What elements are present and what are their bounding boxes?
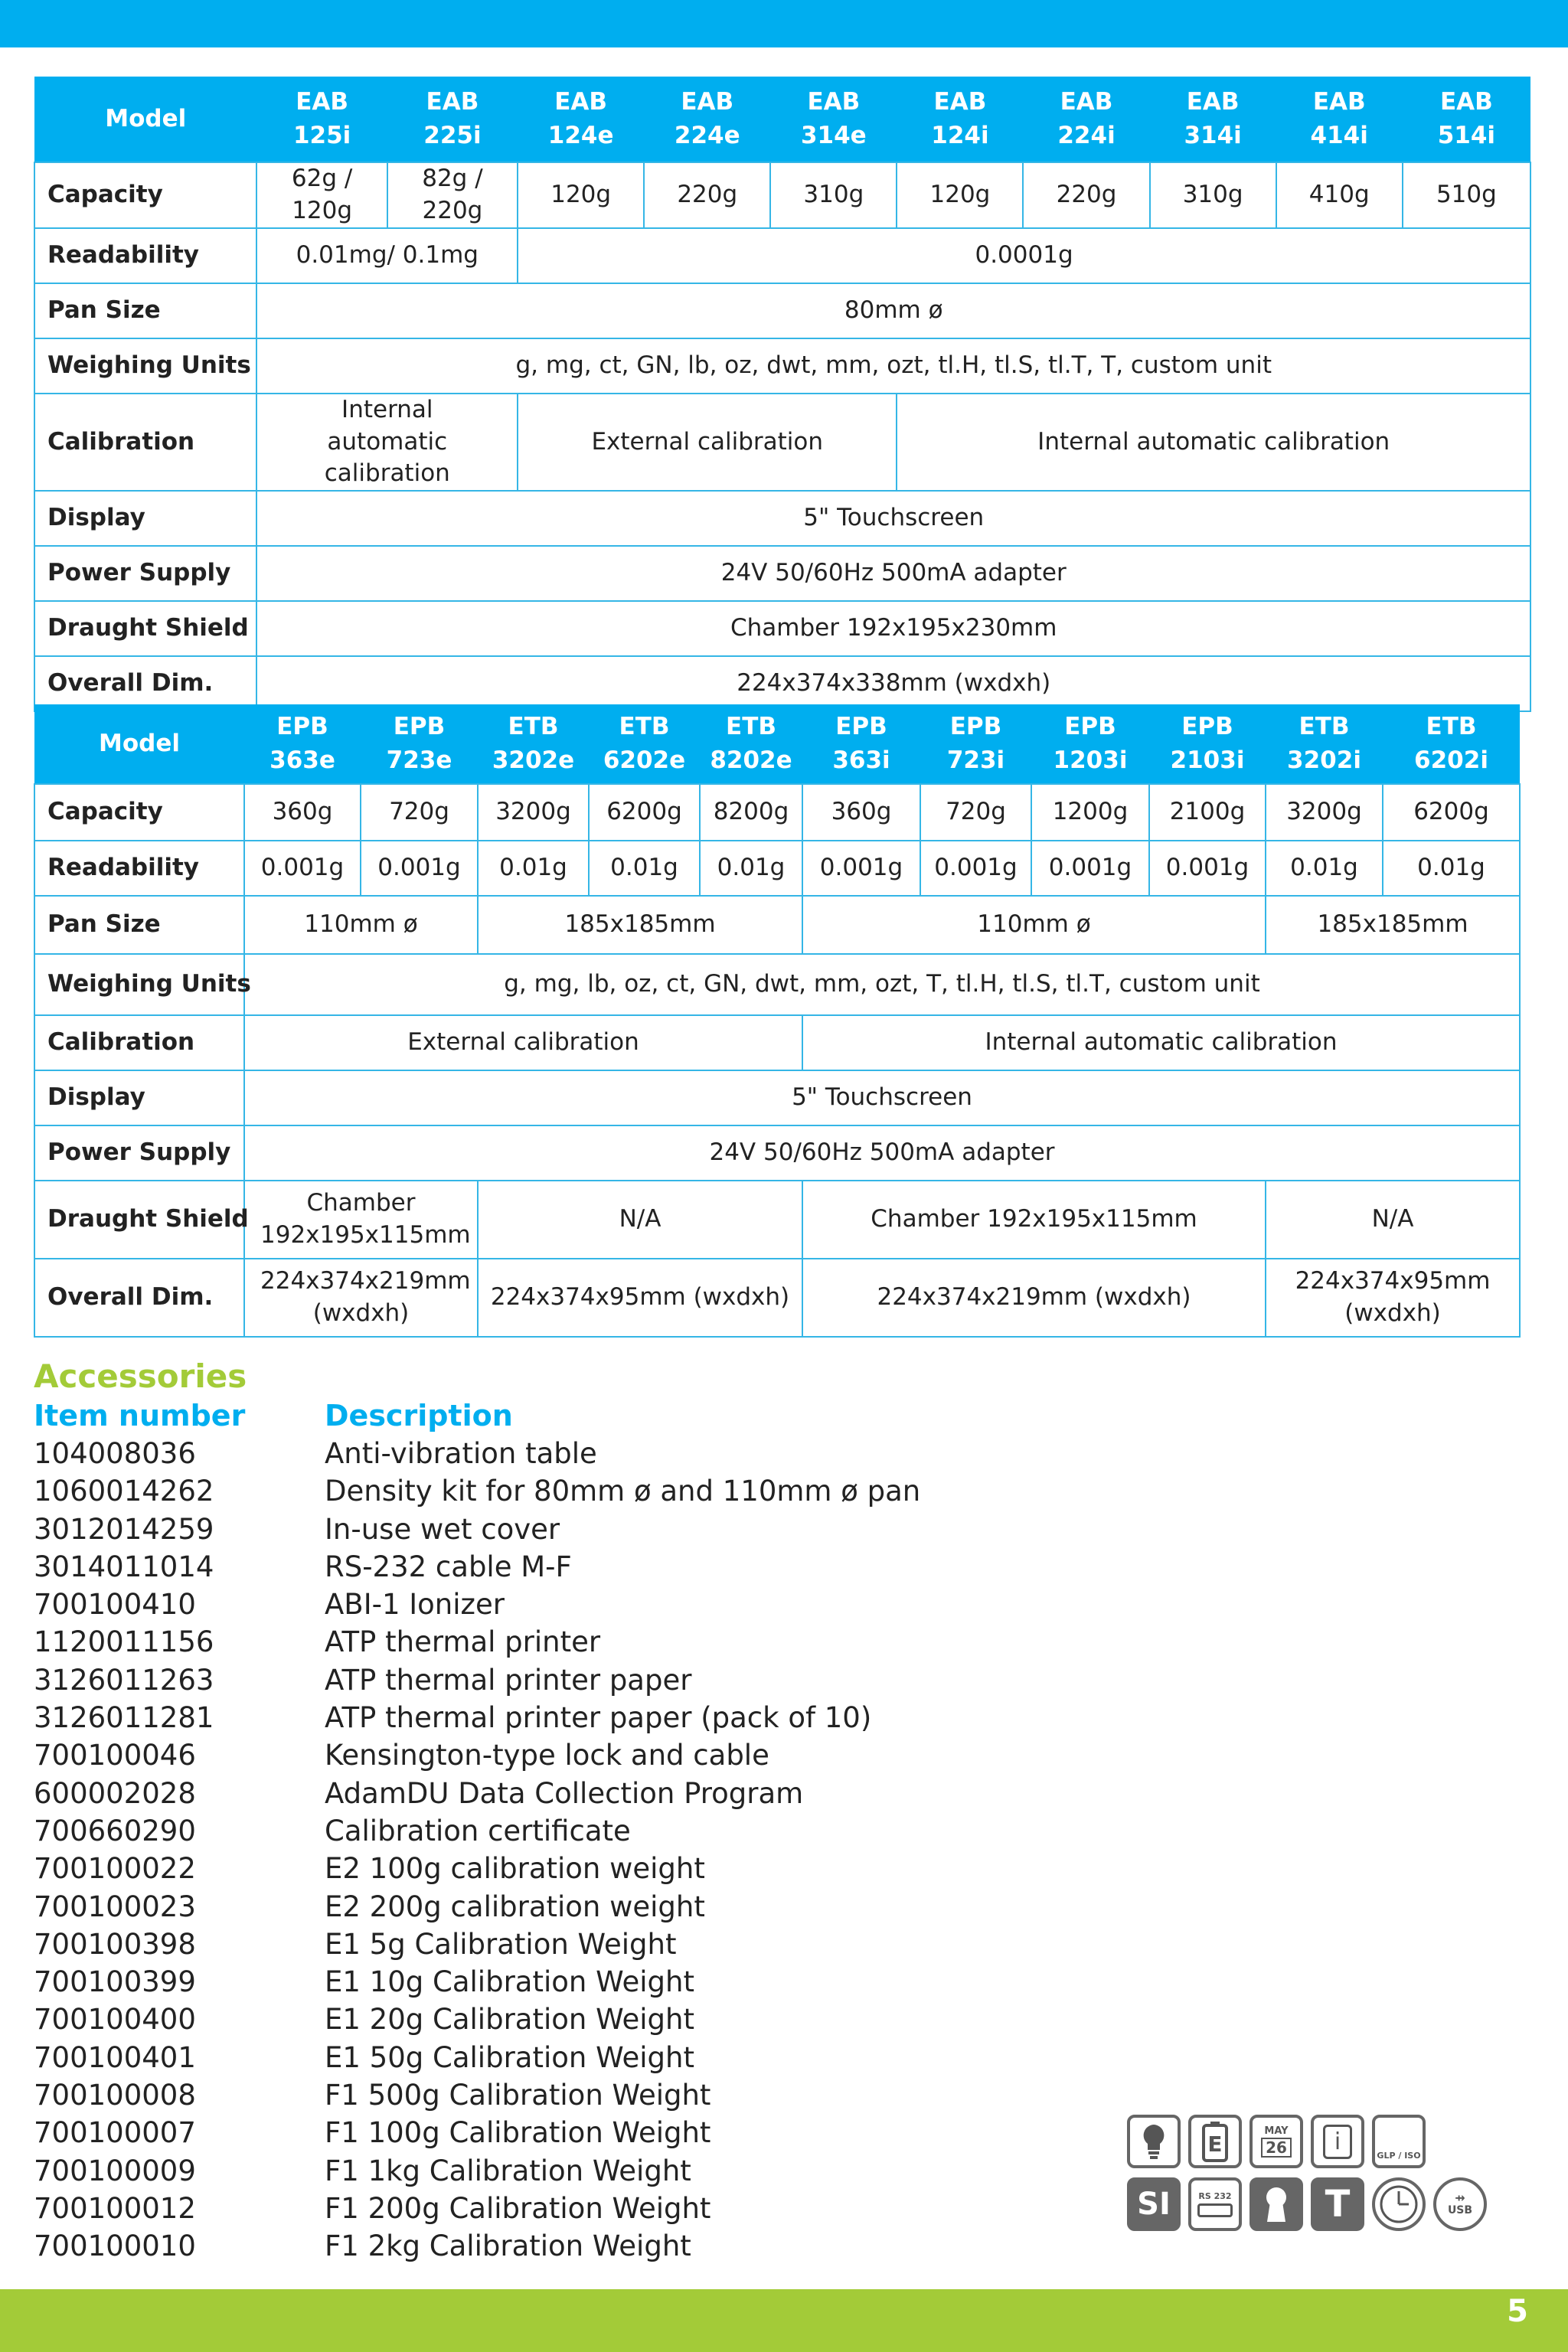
model-series: EAB bbox=[1312, 88, 1366, 116]
item-number: 700100012 bbox=[34, 2191, 196, 2225]
item-number: 3126011281 bbox=[34, 1701, 214, 1735]
model-series: ETB bbox=[1298, 713, 1350, 741]
model-number: 124e bbox=[547, 121, 614, 149]
table-cell: 0.001g bbox=[920, 841, 1031, 896]
item-description: E2 100g calibration weight bbox=[325, 1852, 705, 1886]
table-cell: 120g bbox=[897, 162, 1023, 228]
table-cell: Internal automatic calibration bbox=[802, 1015, 1520, 1070]
item-description: E1 5g Calibration Weight bbox=[325, 1927, 677, 1961]
table-cell: 0.01g bbox=[700, 841, 802, 896]
list-item bbox=[34, 1963, 920, 2001]
model-cell bbox=[1276, 77, 1403, 162]
table-cell: 24V 50/60Hz 500mA adapter bbox=[244, 1125, 1520, 1181]
model-cell bbox=[361, 704, 478, 784]
accessories-header bbox=[34, 1396, 920, 1435]
table-cell: External calibration bbox=[244, 1015, 802, 1070]
glp-text: GLP / ISO bbox=[1377, 2151, 1421, 2161]
rs232-icon bbox=[1188, 2177, 1242, 2231]
item-description: F1 2kg Calibration Weight bbox=[325, 2230, 691, 2263]
row-label: Pan Size bbox=[34, 896, 244, 954]
item-number: 1060014262 bbox=[34, 1475, 214, 1508]
table-cell: Chamber 192x195x115mm bbox=[802, 1181, 1266, 1259]
model-cell bbox=[1383, 704, 1520, 784]
table-cell: 5" Touchscreen bbox=[244, 1070, 1520, 1125]
table-cell: 110mm ø bbox=[802, 896, 1266, 954]
list-item bbox=[34, 1926, 920, 1963]
bottom-banner bbox=[0, 2289, 1568, 2352]
model-cell bbox=[1150, 77, 1276, 162]
item-number: 700100009 bbox=[34, 2154, 196, 2187]
table-cell: 120g bbox=[518, 162, 644, 228]
item-description: E1 20g Calibration Weight bbox=[325, 2003, 694, 2037]
list-item bbox=[34, 2152, 920, 2190]
table-cell: 0.01g bbox=[1383, 841, 1520, 896]
row-label: Draught Shield bbox=[34, 601, 256, 656]
table-cell: 82g / 220g bbox=[387, 162, 518, 228]
item-number: 700100010 bbox=[34, 2230, 196, 2263]
table-cell: Internal automatic calibration bbox=[897, 394, 1530, 492]
model-number: 723e bbox=[386, 746, 452, 774]
model-number: 124i bbox=[931, 121, 989, 149]
accessories-section bbox=[34, 1357, 920, 2265]
list-item bbox=[34, 1775, 920, 1812]
table-cell: 0.001g bbox=[1031, 841, 1149, 896]
row-label: Draught Shield bbox=[34, 1181, 244, 1259]
item-number: 700100410 bbox=[34, 1588, 196, 1622]
model-number: 723i bbox=[946, 746, 1005, 774]
model-header: Model bbox=[34, 704, 244, 784]
info-glyph: i bbox=[1323, 2125, 1352, 2159]
item-description: Kensington-type lock and cable bbox=[325, 1739, 769, 1772]
model-number: 3202e bbox=[492, 746, 575, 774]
item-number: 700100046 bbox=[34, 1739, 196, 1772]
table-cell: N/A bbox=[1266, 1181, 1520, 1259]
usb-symbol: ⇸ bbox=[1455, 2190, 1465, 2205]
item-number: 700100023 bbox=[34, 1890, 196, 1923]
lock-icon bbox=[1250, 2177, 1303, 2231]
model-number: 224e bbox=[674, 121, 740, 149]
table-cell: Chamber 192x195x230mm bbox=[256, 601, 1530, 656]
list-item bbox=[34, 1548, 920, 1586]
table-cell: 185x185mm bbox=[478, 896, 802, 954]
model-number: 6202i bbox=[1414, 746, 1488, 774]
table-cell: 8200g bbox=[700, 784, 802, 841]
item-description: E1 50g Calibration Weight bbox=[325, 2040, 694, 2074]
table-cell: 220g bbox=[1023, 162, 1149, 228]
table-cell: 185x185mm bbox=[1266, 896, 1520, 954]
item-description: ATP thermal printer paper bbox=[325, 1663, 692, 1697]
row-label: Calibration bbox=[34, 394, 256, 492]
model-header: Model bbox=[34, 77, 256, 162]
model-number: 414i bbox=[1310, 121, 1368, 149]
list-item bbox=[34, 1472, 920, 1510]
model-number: 125i bbox=[292, 121, 351, 149]
table-cell: Internal automatic calibration bbox=[256, 394, 518, 492]
table-cell: 0.001g bbox=[244, 841, 361, 896]
table-cell: 224x374x219mm (wxdxh) bbox=[802, 1259, 1266, 1337]
info-icon bbox=[1311, 2115, 1364, 2168]
model-cell bbox=[897, 77, 1023, 162]
row-label: Power Supply bbox=[34, 1125, 244, 1181]
item-description: F1 1kg Calibration Weight bbox=[325, 2154, 691, 2187]
table-cell: 224x374x95mm (wxdxh) bbox=[478, 1259, 802, 1337]
model-cell bbox=[920, 704, 1031, 784]
table-cell: 0.001g bbox=[802, 841, 920, 896]
table-cell: 5" Touchscreen bbox=[256, 491, 1530, 546]
table-cell: g, mg, lb, oz, ct, GN, dwt, mm, ozt, T, tl.H, tl.S, tl.T, custom unit bbox=[244, 954, 1520, 1015]
list-item bbox=[34, 2039, 920, 2076]
row-label: Display bbox=[34, 491, 256, 546]
item-number: 700660290 bbox=[34, 1814, 196, 1847]
row-label: Readability bbox=[34, 228, 256, 283]
page-number: 5 bbox=[1507, 2294, 1528, 2329]
list-item bbox=[34, 2076, 920, 2114]
model-cell bbox=[644, 77, 770, 162]
clock-icon bbox=[1372, 2177, 1426, 2231]
serial-port-shape bbox=[1197, 2203, 1233, 2217]
model-number: 363e bbox=[270, 746, 335, 774]
list-item bbox=[34, 1661, 920, 1699]
item-description: Density kit for 80mm ø and 110mm ø pan bbox=[325, 1475, 921, 1508]
row-label: Readability bbox=[34, 841, 244, 896]
table-cell: 3200g bbox=[478, 784, 589, 841]
row-label: Weighing Units bbox=[34, 954, 244, 1015]
model-number: 314e bbox=[800, 121, 867, 149]
table-cell: External calibration bbox=[518, 394, 897, 492]
table-cell: 220g bbox=[644, 162, 770, 228]
model-series: EPB bbox=[276, 713, 328, 741]
item-description: F1 100g Calibration Weight bbox=[325, 2116, 711, 2150]
item-description: ABI-1 Ionizer bbox=[325, 1588, 505, 1622]
row-label: Power Supply bbox=[34, 546, 256, 601]
row-label: Calibration bbox=[34, 1015, 244, 1070]
usb-text: USB bbox=[1447, 2204, 1473, 2216]
model-number: 6202e bbox=[603, 746, 686, 774]
model-number: 3202i bbox=[1287, 746, 1361, 774]
item-number: 700100401 bbox=[34, 2040, 196, 2074]
item-number-header: Item number bbox=[34, 1399, 246, 1432]
table-cell: 720g bbox=[920, 784, 1031, 841]
model-cell bbox=[700, 704, 802, 784]
item-number: 3012014259 bbox=[34, 1512, 214, 1546]
model-series: EAB bbox=[296, 88, 349, 116]
item-description: In-use wet cover bbox=[325, 1512, 560, 1546]
model-number: 224i bbox=[1057, 121, 1116, 149]
table-cell: 80mm ø bbox=[256, 283, 1530, 338]
table-cell: 0.0001g bbox=[518, 228, 1530, 283]
table-cell: 720g bbox=[361, 784, 478, 841]
table-cell: 224x374x95mm (wxdxh) bbox=[1266, 1259, 1520, 1337]
model-series: EAB bbox=[554, 88, 608, 116]
model-number: 514i bbox=[1437, 121, 1496, 149]
table-cell: 110mm ø bbox=[244, 896, 478, 954]
model-cell bbox=[478, 704, 589, 784]
model-cell bbox=[1266, 704, 1383, 784]
model-series: EAB bbox=[681, 88, 734, 116]
table-cell: 3200g bbox=[1266, 784, 1383, 841]
item-description: E1 10g Calibration Weight bbox=[325, 1965, 694, 1999]
table-cell: 360g bbox=[802, 784, 920, 841]
item-description: E2 200g calibration weight bbox=[325, 1890, 705, 1923]
model-series: ETB bbox=[508, 713, 559, 741]
item-number: 3014011014 bbox=[34, 1550, 214, 1583]
table-cell: 6200g bbox=[589, 784, 700, 841]
table-cell: 360g bbox=[244, 784, 361, 841]
accessories-title: Accessories bbox=[34, 1357, 247, 1395]
model-cell bbox=[802, 704, 920, 784]
calendar-day: 26 bbox=[1261, 2138, 1292, 2158]
item-description: F1 200g Calibration Weight bbox=[325, 2191, 711, 2225]
list-item bbox=[34, 2114, 920, 2151]
model-cell bbox=[244, 704, 361, 784]
row-label: Pan Size bbox=[34, 283, 256, 338]
model-series: ETB bbox=[1426, 713, 1477, 741]
table-cell: 224x374x338mm (wxdxh) bbox=[256, 656, 1530, 711]
table-cell: g, mg, ct, GN, lb, oz, dwt, mm, ozt, tl.H, tl.S, tl.T, T, custom unit bbox=[256, 338, 1530, 394]
item-description: AdamDU Data Collection Program bbox=[325, 1776, 804, 1810]
list-item bbox=[34, 1699, 920, 1736]
model-number: 2103i bbox=[1170, 746, 1245, 774]
model-cell bbox=[518, 77, 644, 162]
model-number: 314i bbox=[1184, 121, 1242, 149]
row-label: Weighing Units bbox=[34, 338, 256, 394]
table-cell: 62g / 120g bbox=[256, 162, 387, 228]
list-item bbox=[34, 2001, 920, 2038]
model-number: 363i bbox=[832, 746, 890, 774]
table-cell: 0.01g bbox=[1266, 841, 1383, 896]
table-cell: 6200g bbox=[1383, 784, 1520, 841]
si-units-icon: SI bbox=[1127, 2177, 1181, 2231]
table-cell: 0.001g bbox=[1149, 841, 1266, 896]
model-number: 225i bbox=[423, 121, 482, 149]
item-description: Calibration certificate bbox=[325, 1814, 631, 1847]
list-item bbox=[34, 1511, 920, 1548]
item-description: Anti-vibration table bbox=[325, 1437, 597, 1470]
item-description: ATP thermal printer paper (pack of 10) bbox=[325, 1701, 872, 1735]
table-cell: 0.01mg/ 0.1mg bbox=[256, 228, 518, 283]
model-series: EAB bbox=[426, 88, 479, 116]
rs232-text: RS 232 bbox=[1198, 2191, 1232, 2201]
model-series: EPB bbox=[393, 713, 446, 741]
top-banner bbox=[0, 0, 1568, 47]
list-item bbox=[34, 1435, 920, 1472]
table-cell: 0.001g bbox=[361, 841, 478, 896]
item-number: 3126011263 bbox=[34, 1663, 214, 1697]
model-cell bbox=[387, 77, 518, 162]
item-description: ATP thermal printer bbox=[325, 1625, 601, 1659]
list-item bbox=[34, 1888, 920, 1926]
table-cell: 0.01g bbox=[589, 841, 700, 896]
model-series: EAB bbox=[807, 88, 861, 116]
list-item bbox=[34, 1623, 920, 1661]
row-label: Overall Dim. bbox=[34, 1259, 244, 1337]
table-cell: 310g bbox=[770, 162, 897, 228]
table-cell: 1200g bbox=[1031, 784, 1149, 841]
item-description: RS-232 cable M-F bbox=[325, 1550, 572, 1583]
table-cell: 224x374x219mm (wxdxh) bbox=[244, 1259, 478, 1337]
svg-text:E: E bbox=[1207, 2132, 1223, 2157]
eab-spec-table bbox=[34, 77, 1531, 712]
row-label: Capacity bbox=[34, 162, 256, 228]
glp-iso-icon bbox=[1372, 2115, 1426, 2168]
model-series: EPB bbox=[835, 713, 887, 741]
model-number: 8202e bbox=[710, 746, 792, 774]
item-number: 104008036 bbox=[34, 1437, 196, 1470]
item-number: 700100022 bbox=[34, 1852, 196, 1886]
model-series: EAB bbox=[1186, 88, 1240, 116]
model-series: EPB bbox=[949, 713, 1002, 741]
row-label: Overall Dim. bbox=[34, 656, 256, 711]
table-cell: N/A bbox=[478, 1181, 802, 1259]
row-label: Display bbox=[34, 1070, 244, 1125]
model-series: EAB bbox=[1439, 88, 1493, 116]
table-cell: 310g bbox=[1150, 162, 1276, 228]
usb-icon bbox=[1433, 2177, 1487, 2231]
accessories-list bbox=[34, 1435, 920, 2265]
model-series: EPB bbox=[1181, 713, 1233, 741]
model-cell bbox=[589, 704, 700, 784]
calendar-icon bbox=[1250, 2115, 1303, 2168]
table-cell: Chamber 192x195x115mm bbox=[244, 1181, 478, 1259]
table-cell: 510g bbox=[1403, 162, 1530, 228]
list-item bbox=[34, 2227, 920, 2265]
item-description: F1 500g Calibration Weight bbox=[325, 2079, 711, 2112]
model-series: EAB bbox=[933, 88, 987, 116]
tare-icon: T bbox=[1311, 2177, 1364, 2231]
item-number: 700100398 bbox=[34, 1927, 196, 1961]
item-number: 700100008 bbox=[34, 2079, 196, 2112]
model-series: EAB bbox=[1060, 88, 1113, 116]
list-item bbox=[34, 2190, 920, 2227]
table-cell: 2100g bbox=[1149, 784, 1266, 841]
battery-icon bbox=[1188, 2115, 1242, 2168]
row-label: Capacity bbox=[34, 784, 244, 841]
table-cell: 24V 50/60Hz 500mA adapter bbox=[256, 546, 1530, 601]
model-cell bbox=[1149, 704, 1266, 784]
item-number: 1120011156 bbox=[34, 1625, 214, 1659]
item-number: 700100400 bbox=[34, 2003, 196, 2037]
calendar-month: MAY bbox=[1264, 2125, 1289, 2137]
list-item bbox=[34, 1586, 920, 1623]
item-number: 700100399 bbox=[34, 1965, 196, 1999]
list-item bbox=[34, 1850, 920, 1887]
description-header: Description bbox=[325, 1399, 513, 1432]
table-cell: 410g bbox=[1276, 162, 1403, 228]
list-item bbox=[34, 1812, 920, 1850]
item-number: 700100007 bbox=[34, 2116, 196, 2150]
model-cell bbox=[1031, 704, 1149, 784]
model-cell bbox=[1023, 77, 1149, 162]
lightbulb-icon bbox=[1127, 2115, 1181, 2168]
item-number: 600002028 bbox=[34, 1776, 196, 1810]
model-cell bbox=[1403, 77, 1530, 162]
model-series: ETB bbox=[619, 713, 670, 741]
model-series: EPB bbox=[1064, 713, 1116, 741]
list-item bbox=[34, 1736, 920, 1774]
model-number: 1203i bbox=[1053, 746, 1128, 774]
model-series: ETB bbox=[726, 713, 776, 741]
table-cell: 0.01g bbox=[478, 841, 589, 896]
model-cell bbox=[770, 77, 897, 162]
epb-etb-spec-table bbox=[34, 704, 1521, 1338]
model-cell bbox=[256, 77, 387, 162]
